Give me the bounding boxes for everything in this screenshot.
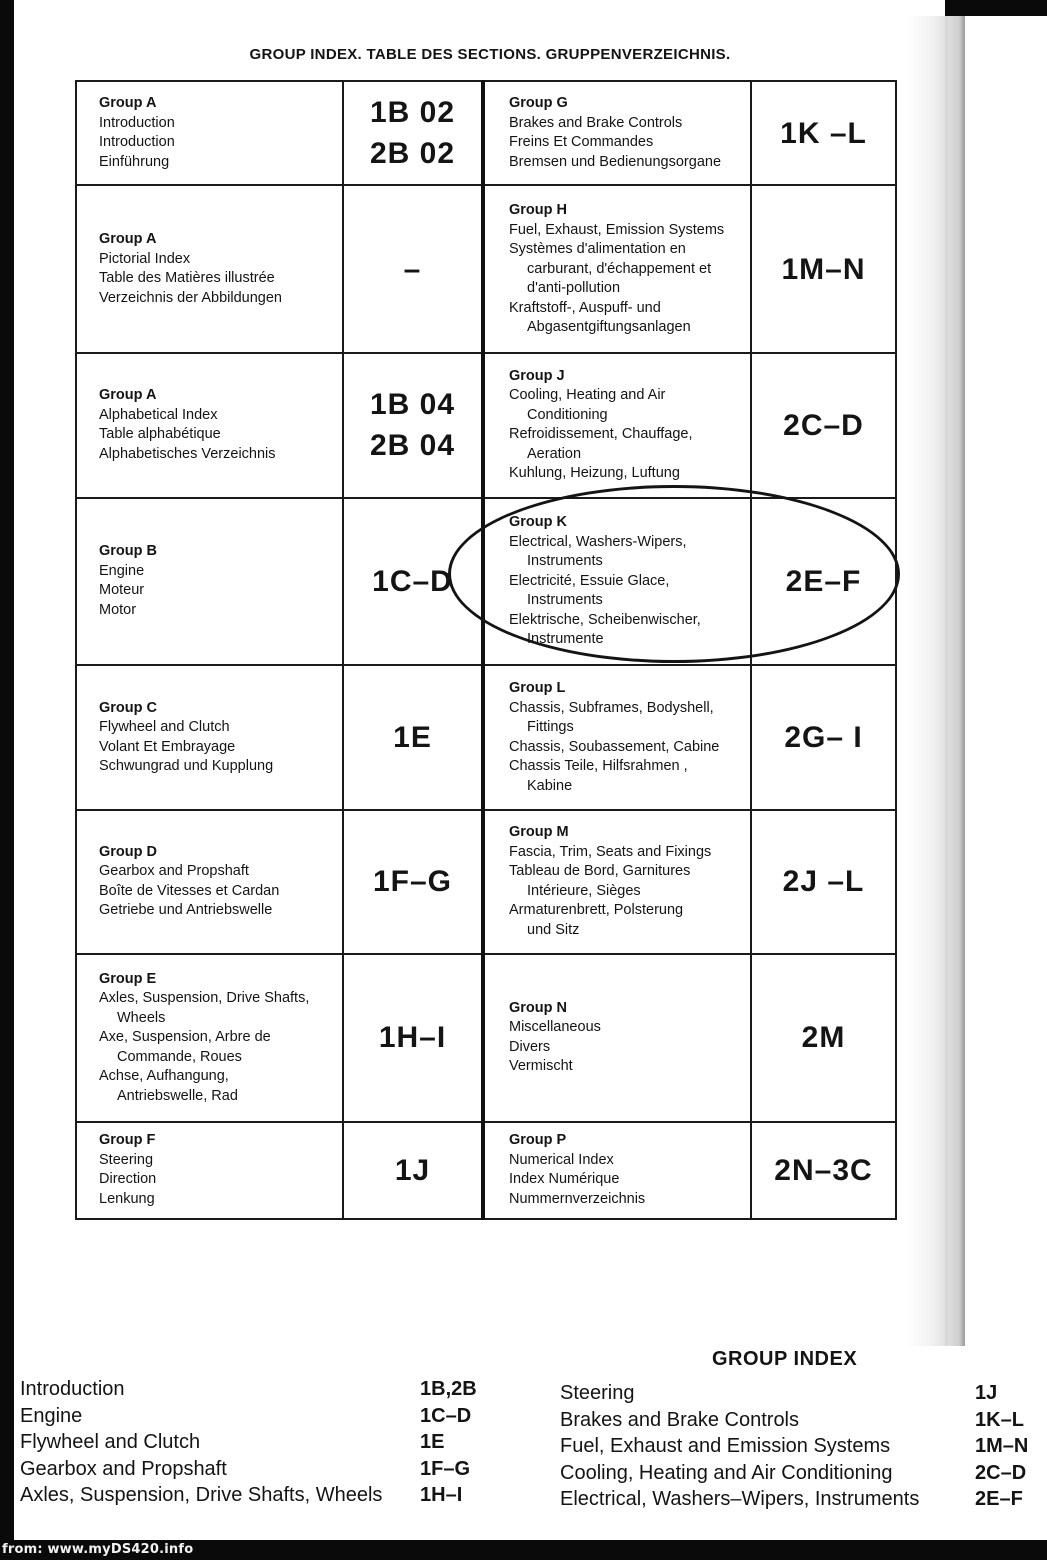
bottom-left-code: 1C–D bbox=[420, 1404, 472, 1427]
highlight-circle bbox=[448, 485, 900, 663]
group-description bbox=[483, 665, 751, 809]
group-line: Instruments bbox=[527, 592, 603, 609]
bottom-right-code: 2E–F bbox=[975, 1488, 1023, 1510]
bottom-left-item: Introduction bbox=[20, 1378, 125, 1400]
group-line: Pictorial Index bbox=[99, 250, 191, 267]
group-row bbox=[76, 665, 896, 809]
group-line: Freins Et Commandes bbox=[509, 134, 654, 151]
microfiche-code bbox=[751, 81, 896, 185]
bottom-left-code: 1H–I bbox=[420, 1484, 463, 1506]
code-label: 1F–G bbox=[372, 865, 453, 899]
group-description bbox=[76, 665, 343, 809]
code-label: 1E bbox=[393, 721, 432, 755]
group-heading: Group F bbox=[99, 1132, 156, 1149]
group-line: Wheels bbox=[117, 1009, 166, 1026]
group-heading: Group G bbox=[509, 95, 568, 112]
group-line: Cooling, Heating and Air bbox=[509, 387, 666, 404]
group-row bbox=[76, 185, 896, 353]
microfiche-code bbox=[751, 353, 896, 497]
code-label: – bbox=[403, 252, 422, 286]
bottom-right-item: Cooling, Heating and Air Conditioning bbox=[560, 1461, 893, 1484]
group-line: Getriebe und Antriebswelle bbox=[99, 902, 273, 919]
group-row bbox=[76, 353, 896, 497]
code-label: 1K –L bbox=[780, 116, 867, 150]
bottom-left-code: 1E bbox=[420, 1431, 445, 1453]
microfiche-code bbox=[343, 353, 483, 497]
microfiche-code bbox=[343, 954, 483, 1122]
group-row bbox=[76, 81, 896, 185]
group-line: Brakes and Brake Controls bbox=[509, 114, 683, 131]
group-line: Electrical, Washers-Wipers, bbox=[509, 533, 687, 550]
group-description bbox=[76, 353, 343, 497]
group-description bbox=[483, 81, 751, 185]
group-heading: Group C bbox=[99, 699, 157, 716]
code-label: 1B 04 bbox=[369, 388, 456, 422]
code-label: 2J –L bbox=[782, 865, 865, 899]
group-heading: Group K bbox=[509, 514, 567, 531]
microfiche-code bbox=[751, 810, 896, 954]
group-description bbox=[76, 185, 343, 353]
bottom-right-item: Steering bbox=[560, 1382, 635, 1404]
code-label: 2C–D bbox=[783, 408, 864, 442]
group-line: Index Numérique bbox=[509, 1171, 620, 1188]
code-label: 2N–3C bbox=[774, 1153, 873, 1187]
bottom-left-code: 1F–G bbox=[420, 1457, 471, 1480]
group-line: Flywheel and Clutch bbox=[99, 719, 230, 736]
bottom-right-item: Electrical, Washers–Wipers, Instruments bbox=[560, 1488, 920, 1510]
bottom-right-codes bbox=[975, 1380, 1028, 1513]
group-heading: Group M bbox=[509, 824, 569, 841]
group-line: Intérieure, Sièges bbox=[527, 882, 641, 899]
microfiche-code bbox=[343, 665, 483, 809]
code-label: 1C–D bbox=[372, 564, 453, 598]
group-line: Armaturenbrett, Polsterung bbox=[509, 902, 684, 919]
page-title: GROUP INDEX. TABLE DES SECTIONS. GRUPPENVERZEICHNIS. bbox=[249, 46, 731, 63]
group-line: Introduction bbox=[99, 114, 175, 131]
bottom-left-codes bbox=[420, 1376, 477, 1509]
bottom-right-item: Fuel, Exhaust and Emission Systems bbox=[560, 1435, 891, 1457]
group-line: Fuel, Exhaust, Emission Systems bbox=[509, 221, 725, 238]
group-line: Miscellaneous bbox=[509, 1019, 601, 1036]
group-description bbox=[76, 498, 343, 666]
group-heading: Group A bbox=[99, 387, 157, 404]
group-line: Chassis Teile, Hilfsrahmen , bbox=[509, 758, 688, 775]
group-description bbox=[76, 810, 343, 954]
group-line: Vermischt bbox=[509, 1058, 573, 1075]
scan-page-edge bbox=[905, 16, 965, 1346]
microfiche-code bbox=[343, 81, 483, 185]
group-description bbox=[76, 81, 343, 185]
group-line: Table des Matières illustrée bbox=[99, 270, 275, 287]
group-line: Steering bbox=[99, 1151, 154, 1168]
bottom-left-code: 1B,2B bbox=[420, 1378, 477, 1400]
bottom-right-code: 1M–N bbox=[975, 1435, 1029, 1457]
bottom-left-item: Engine bbox=[20, 1404, 83, 1427]
group-line: Commande, Roues bbox=[117, 1048, 242, 1065]
microfiche-code bbox=[343, 1122, 483, 1219]
bottom-right-list bbox=[560, 1380, 919, 1513]
group-line: Gearbox and Propshaft bbox=[99, 863, 249, 880]
group-line: Elektrische, Scheibenwischer, bbox=[509, 611, 701, 628]
group-line: Antriebswelle, Rad bbox=[117, 1087, 238, 1104]
group-line: Engine bbox=[99, 562, 145, 579]
group-heading: Group A bbox=[99, 95, 157, 112]
group-heading: Group D bbox=[99, 843, 157, 860]
bottom-right-item: Brakes and Brake Controls bbox=[560, 1408, 800, 1431]
microfiche-code bbox=[751, 665, 896, 809]
microfiche-code bbox=[343, 810, 483, 954]
group-line: Fascia, Trim, Seats and Fixings bbox=[509, 843, 712, 860]
group-heading: Group A bbox=[99, 231, 157, 248]
microfiche-code bbox=[751, 185, 896, 353]
group-heading: Group P bbox=[509, 1132, 567, 1149]
group-line: Table alphabétique bbox=[99, 426, 221, 443]
group-line: Instruments bbox=[527, 553, 603, 570]
code-label: 1B 02 bbox=[369, 96, 456, 130]
group-heading: Group B bbox=[99, 543, 157, 560]
page-edge-line bbox=[945, 16, 948, 1346]
bottom-left-item: Flywheel and Clutch bbox=[20, 1431, 201, 1453]
group-line: Systèmes d'alimentation en bbox=[509, 241, 686, 257]
group-line: Abgasentgiftungsanlagen bbox=[527, 319, 691, 335]
group-line: Direction bbox=[99, 1171, 157, 1188]
group-line: Einführung bbox=[99, 153, 170, 170]
bottom-left-item: Axles, Suspension, Drive Shafts, Wheels bbox=[20, 1484, 383, 1506]
group-description bbox=[76, 1122, 343, 1219]
group-line: Aeration bbox=[527, 445, 582, 462]
bottom-right-code: 1J bbox=[975, 1382, 998, 1404]
group-line: Kuhlung, Heizung, Luftung bbox=[509, 465, 680, 482]
group-row bbox=[76, 810, 896, 954]
group-line: Nummernverzeichnis bbox=[509, 1190, 646, 1207]
group-line: Kraftstoff-, Auspuff- und bbox=[509, 299, 661, 316]
code-label: 1H–I bbox=[378, 1021, 447, 1055]
group-line: Lenkung bbox=[99, 1190, 155, 1207]
code-label: 1M–N bbox=[781, 252, 866, 286]
code-label: 2B 02 bbox=[369, 137, 456, 171]
code-label: 2E–F bbox=[785, 564, 862, 598]
group-line: Introduction bbox=[99, 134, 175, 151]
bottom-right-code: 2C–D bbox=[975, 1461, 1027, 1484]
group-line: Fittings bbox=[527, 719, 574, 736]
scan-border-top bbox=[945, 0, 1047, 16]
group-description bbox=[483, 1122, 751, 1219]
group-heading: Group J bbox=[509, 367, 565, 384]
group-line: Boîte de Vitesses et Cardan bbox=[99, 882, 280, 899]
group-line: Kabine bbox=[527, 777, 573, 794]
group-line: Instrumente bbox=[527, 631, 604, 648]
group-heading: Group L bbox=[509, 680, 566, 697]
group-line: Tableau de Bord, Garnitures bbox=[509, 863, 691, 880]
group-row bbox=[76, 1122, 896, 1219]
group-line: Refroidissement, Chauffage, bbox=[509, 426, 693, 443]
group-description bbox=[483, 810, 751, 954]
code-label: 2M bbox=[801, 1021, 846, 1055]
group-line: Chassis, Subframes, Bodyshell, bbox=[509, 699, 714, 716]
group-line: Schwungrad und Kupplung bbox=[99, 758, 274, 775]
group-line: Axe, Suspension, Arbre de bbox=[99, 1029, 271, 1046]
code-label: 1J bbox=[394, 1153, 431, 1187]
group-description bbox=[483, 185, 751, 353]
group-description bbox=[483, 353, 751, 497]
group-line: und Sitz bbox=[527, 921, 580, 938]
group-line: Electricité, Essuie Glace, bbox=[509, 572, 670, 589]
bottom-left-item: Gearbox and Propshaft bbox=[20, 1457, 227, 1480]
group-row bbox=[76, 954, 896, 1122]
bottom-left-list bbox=[20, 1376, 382, 1509]
group-line: Bremsen und Bedienungsorgane bbox=[509, 153, 722, 170]
source-url: from: www.myDS420.info bbox=[2, 1542, 194, 1557]
group-line: Verzeichnis der Abbildungen bbox=[99, 289, 282, 306]
group-line: Alphabetisches Verzeichnis bbox=[99, 445, 276, 462]
group-line: Moteur bbox=[99, 582, 145, 599]
group-line: Volant Et Embrayage bbox=[99, 738, 236, 755]
scan-border-left bbox=[0, 0, 14, 1560]
group-line: Chassis, Soubassement, Cabine bbox=[509, 738, 720, 755]
microfiche-code bbox=[343, 185, 483, 353]
group-heading: Group H bbox=[509, 202, 567, 218]
group-heading: Group N bbox=[509, 999, 567, 1016]
microfiche-code bbox=[751, 1122, 896, 1219]
group-line: Achse, Aufhangung, bbox=[99, 1068, 229, 1085]
group-line: Alphabetical Index bbox=[99, 406, 218, 423]
microfiche-code bbox=[751, 954, 896, 1122]
group-line: Divers bbox=[509, 1038, 551, 1055]
group-line: d'anti-pollution bbox=[527, 280, 621, 296]
group-line: Conditioning bbox=[527, 406, 608, 423]
group-line: carburant, d'échappement et bbox=[527, 260, 712, 277]
group-description bbox=[483, 954, 751, 1122]
group-heading: Group E bbox=[99, 970, 157, 987]
bottom-index-title: GROUP INDEX bbox=[712, 1348, 858, 1370]
group-line: Motor bbox=[99, 601, 137, 618]
code-label: 2B 04 bbox=[369, 429, 456, 463]
bottom-right-code: 1K–L bbox=[975, 1408, 1024, 1431]
code-label: 2G– I bbox=[784, 721, 863, 755]
group-line: Axles, Suspension, Drive Shafts, bbox=[99, 990, 310, 1007]
group-description bbox=[76, 954, 343, 1122]
group-line: Numerical Index bbox=[509, 1151, 614, 1168]
